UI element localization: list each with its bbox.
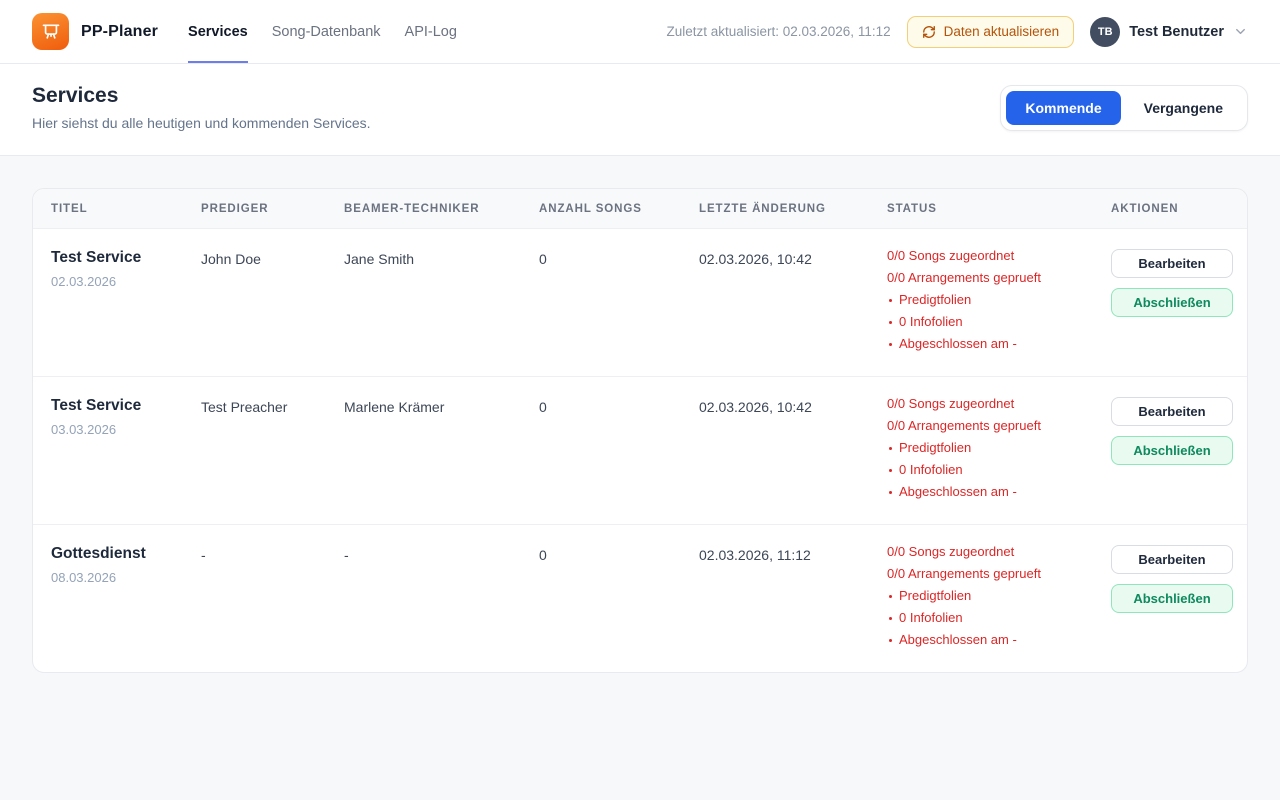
status-line: 0/0 Songs zugeordnet: [887, 248, 1015, 263]
col-aktionen: AKTIONEN: [1111, 202, 1179, 215]
edit-button[interactable]: Bearbeiten: [1111, 545, 1233, 574]
refresh-data-button[interactable]: [907, 16, 1075, 48]
anzahl-songs-cell: 0: [539, 547, 547, 563]
table-row: [33, 229, 1247, 377]
nav-song-datenbank[interactable]: Song-Datenbank: [271, 23, 381, 40]
col-anzahl-songs: ANZAHL SONGS: [539, 202, 642, 215]
letzte-aenderung-cell: 02.03.2026, 10:42: [699, 399, 812, 415]
beamer-techniker-cell: Jane Smith: [344, 251, 415, 267]
letzte-aenderung-cell: 02.03.2026, 11:12: [699, 547, 811, 563]
letzte-aenderung-cell: 02.03.2026, 10:42: [699, 251, 812, 267]
col-letzte-aenderung: LETZTE ÄNDERUNG: [699, 202, 826, 215]
service-title: Gottesdienst: [51, 545, 146, 562]
col-prediger: PREDIGER: [201, 202, 269, 215]
filter-toggle: [1000, 85, 1248, 131]
complete-button[interactable]: Abschließen: [1111, 584, 1233, 613]
anzahl-songs-cell: 0: [539, 251, 547, 267]
edit-button[interactable]: Bearbeiten: [1111, 397, 1233, 426]
prediger-cell: John Doe: [201, 251, 261, 267]
prediger-cell: Test Preacher: [201, 399, 288, 415]
complete-button[interactable]: Abschließen: [1111, 436, 1233, 465]
services-table: [32, 188, 1248, 673]
actions-cell: [1111, 249, 1248, 317]
tab-vergangene[interactable]: Vergangene: [1125, 91, 1242, 125]
status-line: 0/0 Arrangements geprueft: [887, 418, 1041, 433]
service-title-cell: [33, 545, 201, 585]
last-updated-text: Zuletzt aktualisiert: 02.03.2026, 11:12: [666, 24, 891, 39]
status-line: 0/0 Arrangements geprueft: [887, 270, 1041, 285]
actions-cell: [1111, 545, 1248, 613]
app-logo: [32, 13, 69, 50]
bullet-dot-icon: [889, 617, 892, 620]
refresh-icon: [922, 25, 936, 39]
bullet-dot-icon: [889, 491, 892, 494]
avatar: TB: [1090, 17, 1120, 47]
status-cell: [887, 545, 1111, 655]
status-line: 0/0 Arrangements geprueft: [887, 566, 1041, 581]
status-line: 0/0 Songs zugeordnet: [887, 396, 1015, 411]
presentation-screen-icon: [41, 22, 61, 42]
anzahl-songs-cell: 0: [539, 399, 547, 415]
col-titel: TITEL: [51, 202, 88, 215]
status-bullet: 0 Infofolien: [887, 611, 1111, 625]
status-bullet: Predigtfolien: [887, 441, 1111, 455]
status-bullet: Abgeschlossen am -: [887, 337, 1111, 351]
service-title-cell: [33, 249, 201, 289]
table-row: [33, 377, 1247, 525]
service-date: 03.03.2026: [51, 422, 117, 437]
status-bullet: Predigtfolien: [887, 589, 1111, 603]
beamer-techniker-cell: -: [344, 547, 349, 563]
brand-link[interactable]: [32, 13, 158, 50]
status-bullet: 0 Infofolien: [887, 315, 1111, 329]
service-title: Test Service: [51, 249, 142, 266]
status-bullet: Predigtfolien: [887, 293, 1111, 307]
page-title: Services: [32, 84, 119, 107]
col-status: STATUS: [887, 202, 937, 215]
actions-cell: [1111, 397, 1248, 465]
bullet-dot-icon: [889, 321, 892, 324]
content-area: [0, 156, 1280, 800]
edit-button[interactable]: Bearbeiten: [1111, 249, 1233, 278]
status-cell: [887, 249, 1111, 359]
bullet-dot-icon: [889, 447, 892, 450]
top-bar: [0, 0, 1280, 64]
bullet-dot-icon: [889, 343, 892, 346]
table-row: [33, 525, 1247, 672]
user-menu[interactable]: [1090, 17, 1248, 47]
service-date: 08.03.2026: [51, 570, 117, 585]
app-name: PP-Planer: [81, 22, 159, 40]
service-title: Test Service: [51, 397, 142, 414]
refresh-button-label: Daten aktualisieren: [943, 24, 1060, 39]
chevron-down-icon: [1233, 24, 1248, 39]
user-name: Test Benutzer: [1129, 23, 1224, 40]
nav-api-log[interactable]: API-Log: [404, 23, 457, 40]
page-subtitle: Hier siehst du alle heutigen und kommenden Services.: [32, 115, 371, 131]
bullet-dot-icon: [889, 469, 892, 472]
complete-button[interactable]: Abschließen: [1111, 288, 1233, 317]
bullet-dot-icon: [889, 595, 892, 598]
tab-kommende[interactable]: Kommende: [1006, 91, 1120, 125]
prediger-cell: -: [201, 547, 206, 563]
status-bullet: Abgeschlossen am -: [887, 485, 1111, 499]
status-line: 0/0 Songs zugeordnet: [887, 544, 1015, 559]
page-header: [0, 64, 1280, 156]
beamer-techniker-cell: Marlene Krämer: [344, 399, 445, 415]
bullet-dot-icon: [889, 299, 892, 302]
status-bullet: 0 Infofolien: [887, 463, 1111, 477]
nav-services[interactable]: Services: [188, 0, 248, 63]
status-bullet: Abgeschlossen am -: [887, 633, 1111, 647]
table-header-row: [33, 189, 1247, 229]
service-date: 02.03.2026: [51, 274, 117, 289]
col-beamer-techniker: BEAMER-TECHNIKER: [344, 202, 480, 215]
status-cell: [887, 397, 1111, 507]
service-title-cell: [33, 397, 201, 437]
bullet-dot-icon: [889, 639, 892, 642]
main-nav: [188, 0, 457, 63]
